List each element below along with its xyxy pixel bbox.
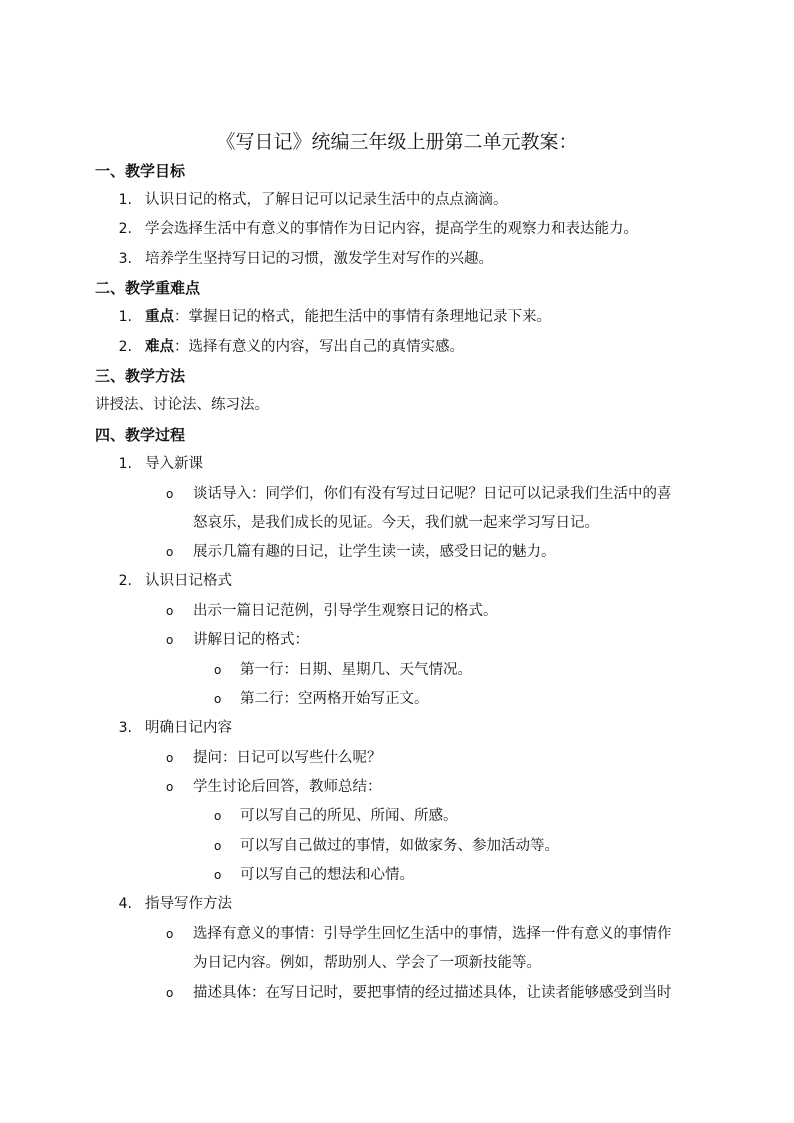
bullet-text: 提问：日记可以写些什么呢？ bbox=[193, 750, 382, 766]
document-title: 《写日记》统编三年级上册第二单元教案： bbox=[216, 131, 578, 153]
step-title: 指导写作方法 bbox=[145, 896, 232, 912]
key-point-item bbox=[145, 306, 551, 328]
section-heading-methods: 三、教学方法 bbox=[95, 367, 186, 385]
key-point-item bbox=[145, 336, 464, 358]
bullet-marker: o bbox=[166, 604, 174, 618]
bullet-text: 选择有意义的事情：引导学生回忆生活中的事情，选择一件有意义的事情作 bbox=[193, 926, 672, 942]
step-title: 导入新课 bbox=[145, 456, 203, 472]
key-point-label: 重点 bbox=[145, 309, 174, 325]
bullet-marker: o bbox=[166, 927, 174, 941]
bullet-text-continued: 怒哀乐，是我们成长的见证。今天，我们就一起来学习写日记。 bbox=[193, 515, 599, 531]
sub-bullet-text: 可以写自己的所见、所闻、所感。 bbox=[240, 808, 458, 824]
section-heading-process: 四、教学过程 bbox=[95, 426, 186, 444]
bullet-marker: o bbox=[166, 751, 174, 765]
bullet-text: 学生讨论后回答，教师总结： bbox=[193, 779, 382, 795]
bullet-text: 出示一篇日记范例，引导学生观察日记的格式。 bbox=[193, 603, 498, 619]
list-number: 2. bbox=[118, 339, 132, 355]
step-title: 认识日记格式 bbox=[145, 573, 232, 589]
bullet-text: 讲解日记的格式： bbox=[193, 632, 309, 648]
list-number: 1. bbox=[118, 456, 132, 472]
section-heading-key-points: 二、教学重难点 bbox=[95, 279, 201, 297]
key-point-label: 难点 bbox=[145, 339, 174, 355]
sub-bullet-text: 第一行：日期、星期几、天气情况。 bbox=[240, 662, 472, 678]
sub-bullet-text: 可以写自己做过的事情，如做家务、参加活动等。 bbox=[240, 838, 559, 854]
sub-bullet-text: 第二行：空两格开始写正文。 bbox=[240, 691, 429, 707]
bullet-text: 描述具体：在写日记时，要把事情的经过描述具体，让读者能够感受到当时 bbox=[193, 985, 672, 1001]
step-title: 明确日记内容 bbox=[145, 720, 232, 736]
goal-item: 认识日记的格式，了解日记可以记录生活中的点点滴滴。 bbox=[145, 192, 508, 208]
bullet-text: 谈话导入：同学们，你们有没有写过日记呢？日记可以记录我们生活中的喜 bbox=[193, 486, 672, 502]
bullet-marker: o bbox=[166, 633, 174, 647]
list-number: 1. bbox=[118, 192, 132, 208]
sub-bullet-marker: o bbox=[214, 663, 222, 677]
list-number: 1. bbox=[118, 309, 132, 325]
sub-bullet-marker: o bbox=[214, 868, 222, 882]
key-point-text: ：选择有意义的内容，写出自己的真情实感。 bbox=[174, 339, 464, 355]
bullet-marker: o bbox=[166, 545, 174, 559]
list-number: 3. bbox=[118, 251, 132, 267]
list-number: 2. bbox=[118, 573, 132, 589]
sub-bullet-text: 可以写自己的想法和心情。 bbox=[240, 867, 414, 883]
list-number: 4. bbox=[118, 896, 132, 912]
sub-bullet-marker: o bbox=[214, 809, 222, 823]
list-number: 3. bbox=[118, 720, 132, 736]
key-point-text: ：掌握日记的格式，能把生活中的事情有条理地记录下来。 bbox=[174, 309, 551, 325]
goal-item: 学会选择生活中有意义的事情作为日记内容，提高学生的观察力和表达能力。 bbox=[145, 221, 638, 237]
sub-bullet-marker: o bbox=[214, 692, 222, 706]
methods-text: 讲授法、讨论法、练习法。 bbox=[95, 397, 269, 413]
bullet-text: 展示几篇有趣的日记，让学生读一读，感受日记的魅力。 bbox=[193, 544, 556, 560]
bullet-marker: o bbox=[166, 986, 174, 1000]
section-heading-goals: 一、教学目标 bbox=[95, 162, 186, 180]
goal-item: 培养学生坚持写日记的习惯，激发学生对写作的兴趣。 bbox=[145, 251, 493, 267]
sub-bullet-marker: o bbox=[214, 839, 222, 853]
bullet-marker: o bbox=[166, 780, 174, 794]
list-number: 2. bbox=[118, 221, 132, 237]
bullet-marker: o bbox=[166, 487, 174, 501]
bullet-text-continued: 为日记内容。例如，帮助别人、学会了一项新技能等。 bbox=[193, 955, 541, 971]
